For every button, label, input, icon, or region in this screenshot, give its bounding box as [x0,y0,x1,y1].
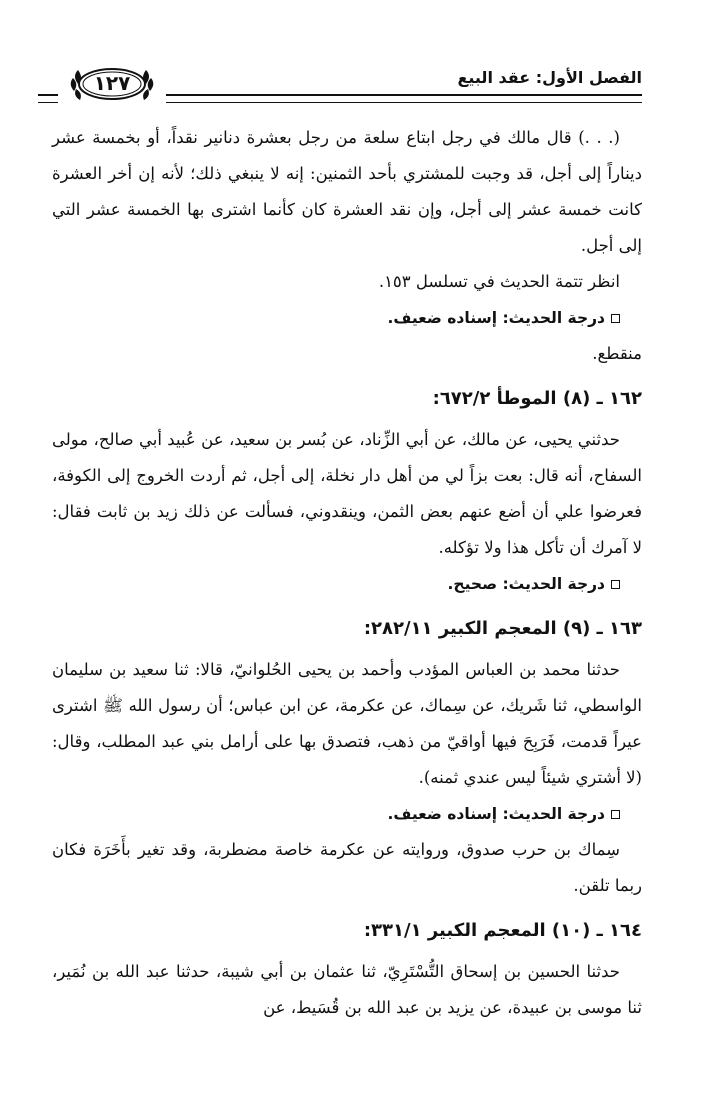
chapter-title: الفصل الأول: عقد البيع [457,68,642,87]
hadith-heading: ١٦٣ ـ (٩) المعجم الكبير ٢٨٢/١١: [363,618,642,639]
text-paragraph: حدثني يحيى، عن مالك، عن أبي الزِّناد، عن بُسر بن سعيد، عن عُبيد أبي صالح، مولى السفاح، أنه قال: بعت بزاً لي من أهل دار نخلة، إلى أجل، ثم أردت الخروج إلى الكوفة، فعرضوا علي أن أضع عنهم بعض الثمن، وينقدوني، فسألت عن ذلك زيد بن ثابت فقال: لا آمرك أن تأكل هذا ولا تؤكله. [52,430,642,557]
hadith-grade: درجة الحديث: إسناده ضعيف. [52,300,642,336]
text-paragraph: سِماك بن حرب صدوق، وروايته عن عكرمة خاصة مضطربة، وقد تغير بأَخَرَة فكان ربما تلقن. [52,840,642,895]
page-header [38,58,642,108]
square-bullet-icon [611,314,620,323]
text-paragraph: منقطع. [592,344,642,363]
text-paragraph: حدثنا محمد بن العباس المؤدب وأحمد بن يحيى الحُلوانيّ، قالا: ثنا سعيد بن سليمان الواسطي، ثنا شَريك، عن سِماك، عن عكرمة، عن ابن عباس؛ أن رسول الله ﷺ اشترى عيراً قدمت، فَرَبِحَ فيها أواقيّ من ذهب، فتصدق بها على أرامل بني عبد المطلب، وقال: (لا أشتري شيئاً ليس عندي ثمنه). [52,660,642,787]
hadith-heading: ١٦٤ ـ (١٠) المعجم الكبير ٣٣١/١: [363,920,642,941]
page-body [52,120,642,1026]
header-rule [166,94,642,103]
square-bullet-icon [611,810,620,819]
text-paragraph: حدثنا الحسين بن إسحاق التُّسْتَرِيّ، ثنا عثمان بن أبي شيبة، حدثنا عبد الله بن نُمَير، ثنا موسى بن عبيدة، عن يزيد بن عبد الله بن قُسَيط، عن [52,962,642,1017]
page-number-ornament [64,62,160,106]
hadith-grade: درجة الحديث: صحيح. [52,566,642,602]
header-rule-short [38,94,58,103]
page-number: ١٢٧ [93,71,131,95]
text-paragraph: (. . .) قال مالك في رجل ابتاع سلعة من رجل بعشرة دنانير نقداً، أو بخمسة عشر ديناراً إلى أجل، قد وجبت للمشتري بأحد الثمنين: إنه لا ينبغي ذلك؛ لأنه إن أخر العشرة كانت خمسة عشر إلى أجل، وإن نقد العشرة كان كأنما اشترى بها الخمسة عشر التي إلى أجل. [52,128,642,255]
hadith-grade: درجة الحديث: إسناده ضعيف. [52,796,642,832]
hadith-heading: ١٦٢ ـ (٨) الموطأ ٦٧٢/٢: [432,388,642,409]
square-bullet-icon [611,580,620,589]
text-paragraph: انظر تتمة الحديث في تسلسل ١٥٣. [378,272,620,291]
